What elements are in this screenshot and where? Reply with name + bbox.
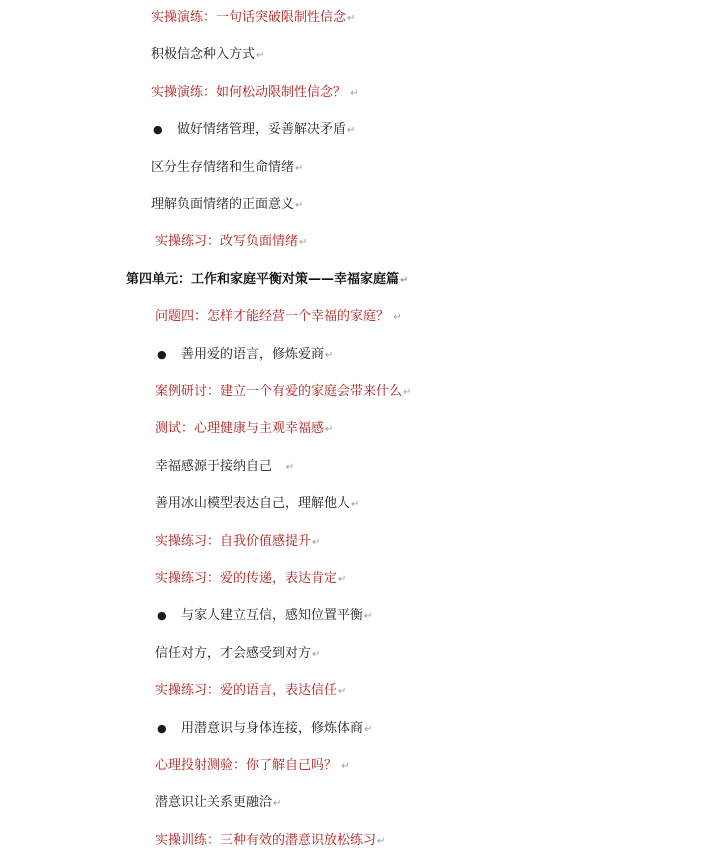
bullet-item <box>153 119 355 141</box>
paragraph-mark-icon: ↵ <box>273 462 295 473</box>
bullet-icon: ● <box>157 348 167 361</box>
line-text: 实操练习：自我价值感提升 <box>155 534 312 549</box>
line-text: 实操训练：三种有效的潜意识放松练习 <box>155 833 377 848</box>
bullet-item <box>157 344 333 366</box>
paragraph-mark-icon: ↵ <box>312 649 321 660</box>
bullet-item <box>157 718 372 740</box>
line-text: 实操练习：爱的语言，表达信任 <box>155 683 338 698</box>
paragraph-mark-icon: ↵ <box>256 50 265 61</box>
paragraph-mark-icon: ↵ <box>351 499 360 510</box>
paragraph-mark-icon: ↵ <box>390 312 402 323</box>
line-text: 善用冰山模型表达自己，理解他人 <box>155 496 351 511</box>
outline-line <box>155 493 359 515</box>
line-text: 用潜意识与身体连接，修炼体商 <box>181 721 364 736</box>
outline-line <box>155 830 385 852</box>
outline-line <box>151 82 359 104</box>
line-text: 信任对方，才会感受到对方 <box>155 646 312 661</box>
line-text: 积极信念种入方式 <box>151 47 256 62</box>
bullet-item <box>157 605 372 627</box>
line-text: 实操演练：一句话突破限制性信念 <box>151 10 347 25</box>
outline-line <box>155 418 333 440</box>
paragraph-mark-icon: ↵ <box>347 88 359 99</box>
outline-line <box>155 755 350 777</box>
line-text: 区分生存情绪和生命情绪 <box>151 160 295 175</box>
outline-line <box>155 792 281 814</box>
paragraph-mark-icon: ↵ <box>364 724 373 735</box>
outline-line <box>151 44 264 66</box>
paragraph-mark-icon: ↵ <box>403 387 412 398</box>
paragraph-mark-icon: ↵ <box>377 836 386 847</box>
bullet-icon: ● <box>157 609 167 622</box>
paragraph-mark-icon: ↵ <box>347 13 356 24</box>
line-text: 测试：心理健康与主观幸福感 <box>155 421 325 436</box>
outline-line <box>155 456 294 478</box>
paragraph-mark-icon: ↵ <box>347 125 356 136</box>
line-text: 与家人建立互信，感知位置平衡 <box>181 608 364 623</box>
line-text: 第四单元：工作和家庭平衡对策——幸福家庭篇 <box>126 272 400 287</box>
line-text: 实操练习：改写负面情绪 <box>155 234 299 249</box>
line-text: 幸福感源于接纳自己 <box>155 459 273 474</box>
paragraph-mark-icon: ↵ <box>295 163 304 174</box>
paragraph-mark-icon: ↵ <box>325 350 334 361</box>
outline-line <box>155 643 320 665</box>
line-text: 理解负面情绪的正面意义 <box>151 197 295 212</box>
paragraph-mark-icon: ↵ <box>400 275 409 286</box>
line-text: 问题四：怎样才能经营一个幸福的家庭？ <box>155 309 390 324</box>
outline-line <box>155 381 411 403</box>
outline-line <box>151 194 303 216</box>
outline-line <box>155 231 307 253</box>
paragraph-mark-icon: ↵ <box>295 200 304 211</box>
outline-line <box>151 7 355 29</box>
outline-line <box>155 531 320 553</box>
outline-line <box>151 157 303 179</box>
paragraph-mark-icon: ↵ <box>273 798 282 809</box>
paragraph-mark-icon: ↵ <box>338 761 350 772</box>
line-text: 善用爱的语言，修炼爱商 <box>181 347 325 362</box>
bullet-icon: ● <box>153 123 163 136</box>
outline-line <box>155 568 346 590</box>
line-text: 实操练习：爱的传递，表达肯定 <box>155 571 338 586</box>
paragraph-mark-icon: ↵ <box>338 686 347 697</box>
paragraph-mark-icon: ↵ <box>338 574 347 585</box>
line-text: 案例研讨：建立一个有爱的家庭会带来什么 <box>155 384 403 399</box>
paragraph-mark-icon: ↵ <box>299 237 308 248</box>
line-text: 心理投射测验：你了解自己吗？ <box>155 758 338 773</box>
line-text: 做好情绪管理，妥善解决矛盾 <box>177 122 347 137</box>
line-text: 实操演练：如何松动限制性信念？ <box>151 85 347 100</box>
section-heading <box>126 269 408 291</box>
paragraph-mark-icon: ↵ <box>325 424 334 435</box>
outline-line <box>155 306 402 328</box>
paragraph-mark-icon: ↵ <box>364 611 373 622</box>
line-text: 潜意识让关系更融洽 <box>155 795 273 810</box>
bullet-icon: ● <box>157 722 167 735</box>
paragraph-mark-icon: ↵ <box>312 537 321 548</box>
outline-line <box>155 680 346 702</box>
